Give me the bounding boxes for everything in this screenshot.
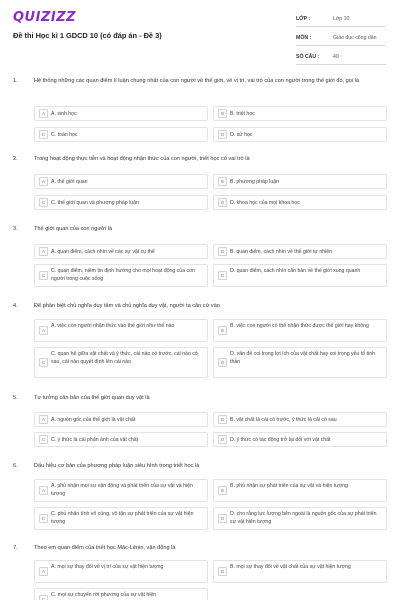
answer-option-a[interactable] bbox=[34, 106, 208, 121]
option-text: B. vật chất là cái có trước, ý thức là cái có sau bbox=[230, 416, 337, 423]
answer-option-b[interactable] bbox=[213, 106, 387, 121]
option-letter-badge: C bbox=[39, 595, 48, 600]
option-text: B. phủ nhận sự phát triển của sự vật và hiện tượng bbox=[230, 483, 348, 489]
answer-option-c[interactable] bbox=[34, 127, 208, 142]
option-letter-badge: B bbox=[218, 177, 227, 186]
question-text: Dấu hiệu cơ bản của phương pháp luận siêu hình trong triết học là bbox=[34, 463, 200, 469]
question-number: 4. bbox=[13, 303, 18, 309]
option-text: D. khoa học của mọi khoa học bbox=[230, 199, 300, 206]
option-text: B. phương pháp luận bbox=[230, 178, 279, 185]
option-text: D. cho rằng lực lượng bên ngoài là nguồn gốc của sự phát triển sự vật hiện tượng bbox=[230, 511, 377, 525]
meta-label: LỚP : bbox=[296, 15, 311, 22]
option-text: A. sinh học bbox=[51, 110, 77, 117]
question-number: 1. bbox=[13, 78, 18, 84]
option-text: B. quan điểm, cách nhìn về thế giới tự nhiên bbox=[230, 248, 333, 255]
answer-option-c[interactable] bbox=[34, 264, 208, 287]
question-number: 7. bbox=[13, 545, 18, 551]
option-letter-badge: A bbox=[39, 567, 48, 576]
option-text: B. việc con người có thể nhận thức được thế giới hay không bbox=[230, 323, 369, 329]
option-letter-badge: C bbox=[39, 271, 48, 280]
answer-option-b[interactable] bbox=[213, 560, 387, 583]
option-letter-badge: B bbox=[218, 247, 227, 256]
question-text: Hệ thống những các quan điểm lí luận chung nhất của con người về thế giới, về vị trí, vai trò của con người trong thế giới đó, gọi là bbox=[34, 78, 360, 84]
answer-option-a[interactable] bbox=[34, 319, 208, 342]
option-letter-badge: B bbox=[218, 415, 227, 424]
answer-option-c[interactable] bbox=[34, 347, 208, 378]
answer-option-a[interactable] bbox=[34, 479, 208, 502]
answer-option-d[interactable] bbox=[213, 195, 387, 210]
meta-row-count bbox=[296, 49, 386, 65]
option-text: D. quan điểm, cách nhìn căn bản về thế giới xung quanh bbox=[230, 268, 361, 274]
question-text: Trong hoạt động thực tiễn và hoạt động nhận thức của con người, triết học có vai trò là bbox=[34, 156, 250, 162]
answer-option-a[interactable] bbox=[34, 174, 208, 189]
answer-option-c[interactable] bbox=[34, 588, 208, 600]
question-number: 6. bbox=[13, 463, 18, 469]
quizizz-logo: QUIZIZZ bbox=[13, 10, 77, 25]
option-text: B. mọi sự thay đổi về vật chất của sự vật hiện tượng bbox=[230, 564, 351, 570]
meta-value: 40 bbox=[333, 53, 339, 60]
meta-value: Giáo dục công dân bbox=[333, 34, 377, 41]
answer-option-b[interactable] bbox=[213, 412, 387, 427]
option-letter-badge: C bbox=[39, 130, 48, 139]
question-number: 3. bbox=[13, 226, 18, 232]
option-letter-badge: C bbox=[39, 435, 48, 444]
option-letter-badge: C bbox=[39, 358, 48, 367]
page-title: Đề thi Học kì 1 GDCD 10 (có đáp án - Đề 3) bbox=[13, 31, 162, 40]
option-text: A. thế giới quan bbox=[51, 178, 88, 185]
option-letter-badge: A bbox=[39, 415, 48, 424]
option-text: B. triết học bbox=[230, 110, 255, 117]
answer-option-a[interactable] bbox=[34, 412, 208, 427]
answer-option-b[interactable] bbox=[213, 174, 387, 189]
option-text: A. phủ nhận mọi sự vận động và phát triển của sự vật và hiện tượng bbox=[51, 483, 193, 497]
answer-option-d[interactable] bbox=[213, 127, 387, 142]
question-text: Thế giới quan của con người là bbox=[34, 226, 112, 232]
option-letter-badge: C bbox=[39, 514, 48, 523]
answer-option-d[interactable] bbox=[213, 507, 387, 530]
answer-option-d[interactable] bbox=[213, 347, 387, 378]
question-text: Để phân biệt chủ nghĩa duy tâm và chủ nghĩa duy vật, người ta căn cứ vào bbox=[34, 303, 220, 309]
question-number: 5. bbox=[13, 395, 18, 401]
option-text: A. mọi sự thay đổi về vị trí của sự vật hiện tượng bbox=[51, 564, 164, 570]
option-letter-badge: D bbox=[218, 271, 227, 280]
option-text: C. phủ nhận tính vô cùng, vô tận sự phát triển của sự vật hiện tượng bbox=[51, 511, 194, 525]
answer-option-b[interactable] bbox=[213, 479, 387, 502]
option-letter-badge: A bbox=[39, 177, 48, 186]
answer-option-d[interactable] bbox=[213, 432, 387, 447]
option-text: C. quan điểm, niềm tin định hướng cho mọi hoạt động của con người trong cuộc sống bbox=[51, 268, 195, 282]
option-text: A. nguồn gốc của thế giới là vật chất bbox=[51, 416, 136, 423]
meta-label: SỐ CÂU : bbox=[296, 53, 320, 60]
option-text: A. việc con người nhận thức vào thế giới như thế nào bbox=[51, 323, 175, 329]
option-text: C. mọi sự chuyển rời phương của sự vật hiện bbox=[51, 592, 157, 598]
option-letter-badge: B bbox=[218, 486, 227, 495]
option-text: D. vấn đề coi trọng lợi ích của vật chất hay coi trọng yếu tố tinh thần bbox=[230, 351, 375, 365]
worksheet-header bbox=[0, 0, 400, 70]
answer-option-c[interactable] bbox=[34, 507, 208, 530]
meta-row-class bbox=[296, 11, 386, 27]
answer-option-b[interactable] bbox=[213, 319, 387, 342]
answer-option-a[interactable] bbox=[34, 560, 208, 583]
option-text: C. toán học bbox=[51, 131, 78, 138]
option-text: C. ý thức là cái phản ánh của vật chất bbox=[51, 436, 139, 443]
option-letter-badge: A bbox=[39, 109, 48, 118]
option-letter-badge: D bbox=[218, 358, 227, 367]
option-text: A. quan điểm, cách nhìn về các sự vật cụ thể bbox=[51, 248, 155, 255]
option-letter-badge: D bbox=[218, 130, 227, 139]
meta-panel bbox=[296, 11, 386, 68]
answer-option-c[interactable] bbox=[34, 195, 208, 210]
option-letter-badge: B bbox=[218, 567, 227, 576]
option-letter-badge: A bbox=[39, 247, 48, 256]
question-number: 2. bbox=[13, 156, 18, 162]
option-letter-badge: C bbox=[39, 198, 48, 207]
option-letter-badge: A bbox=[39, 326, 48, 335]
option-letter-badge: B bbox=[218, 326, 227, 335]
option-text: D. sử học bbox=[230, 131, 253, 138]
option-letter-badge: B bbox=[218, 109, 227, 118]
option-text: C. thế giới quan và phương pháp luận bbox=[51, 199, 139, 206]
option-text: D. ý thức có tác động trở lại đối với vật chất bbox=[230, 436, 331, 443]
question-text: Tư tưởng căn bản của thế giới quan duy vật là bbox=[34, 395, 150, 401]
option-letter-badge: D bbox=[218, 435, 227, 444]
option-letter-badge: D bbox=[218, 198, 227, 207]
option-letter-badge: A bbox=[39, 486, 48, 495]
option-text: C. quan hệ giữa vật chất và ý thức, cái nào có trước, cái nào có sau, cái nào quyết định lên cái nào bbox=[51, 351, 198, 365]
meta-row-subject bbox=[296, 30, 386, 46]
question-text: Theo em quan điểm của triết học Mác-Lênin, vận động là bbox=[34, 545, 176, 551]
answer-option-b[interactable] bbox=[213, 244, 387, 259]
option-letter-badge: D bbox=[218, 514, 227, 523]
answer-option-c[interactable] bbox=[34, 432, 208, 447]
answer-option-a[interactable] bbox=[34, 244, 208, 259]
meta-label: MÔN : bbox=[296, 34, 312, 41]
answer-option-d[interactable] bbox=[213, 264, 387, 287]
meta-value: Lớp 10 bbox=[333, 15, 350, 22]
